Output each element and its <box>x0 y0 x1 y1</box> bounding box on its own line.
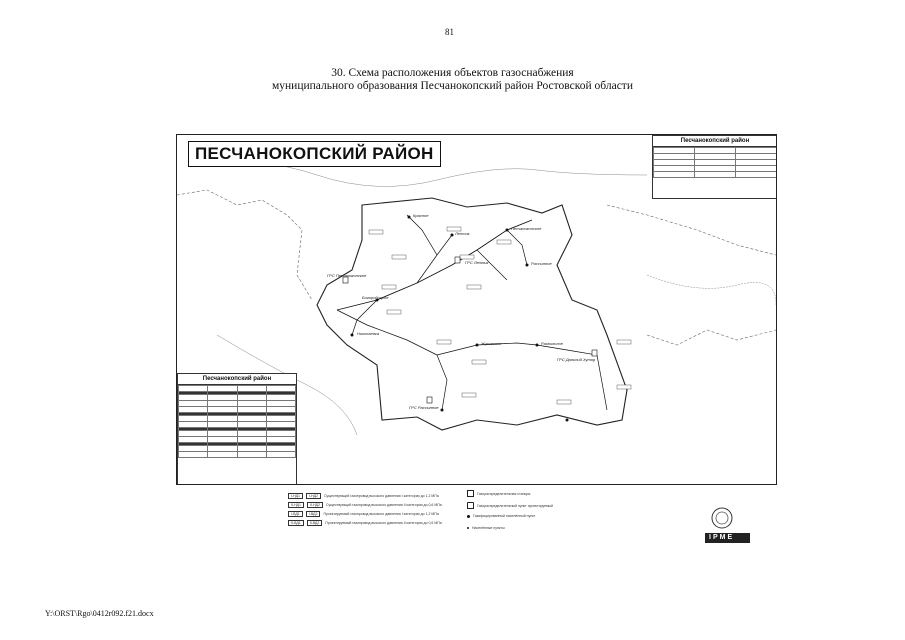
inset-left-table <box>178 385 296 458</box>
neighbor-boundary-2 <box>607 205 776 255</box>
legend-key: I-ВД1 <box>288 511 303 517</box>
footer-path: Y:\ORST\Rgo\0412r092.f21.docx <box>45 609 154 618</box>
symbol-legend <box>467 490 607 540</box>
inset-top-title: Песчанокопский район <box>653 136 777 147</box>
logo-text: IPME <box>709 534 735 541</box>
place-label: Песчанокопское <box>511 226 542 231</box>
legend-symbol-row <box>467 514 535 518</box>
legend-row <box>288 502 442 508</box>
place-label: Жуковское <box>481 341 502 346</box>
legend-text: Проектируемый газопровод высокого давления II категории до 0,6 МПа <box>325 521 442 525</box>
legend-text: Существующий газопровод высокого давления I категории до 1,2 МПа <box>323 494 439 498</box>
grs-label: ГРС Дальний Хутор <box>557 357 596 362</box>
gas-pipeline-5 <box>437 355 447 410</box>
legend-symbol-row <box>467 526 505 530</box>
pipeline-code-boxes <box>369 227 631 404</box>
grs-label: ГРС Рассыпное <box>409 405 439 410</box>
legend-row <box>288 511 439 517</box>
neighbor-boundary-3 <box>647 330 776 345</box>
legend-symbol-row <box>467 490 530 497</box>
legend-key: II-НД1 <box>288 502 304 508</box>
legend-key: I-НД1 <box>288 493 303 499</box>
neighbor-boundary <box>177 190 312 300</box>
dot-icon <box>467 515 470 518</box>
legend-key: II-ВД2 <box>307 520 323 526</box>
road-line-2 <box>647 275 776 305</box>
gas-pipeline-4 <box>477 250 507 280</box>
map-frame <box>176 134 777 485</box>
legend-text: Проектируемый газопровод высокого давления I категории до 1,2 МПа <box>323 512 439 516</box>
legend-symbol-text: Газифицированный населённый пункт <box>473 514 536 518</box>
inset-table-left <box>177 373 297 485</box>
gas-pipeline-10 <box>507 230 527 265</box>
house-icon <box>467 502 474 509</box>
gas-pipeline-2 <box>417 235 452 283</box>
inset-table-top <box>652 135 777 199</box>
legend-symbol-text: Газораспределительная станция <box>477 491 531 496</box>
page-number: 81 <box>445 27 454 37</box>
place-label: Летник <box>455 231 470 236</box>
place-label: Красное <box>413 213 429 218</box>
legend-text: Существующий газопровод высокого давления II категории до 0,6 МПа <box>325 503 442 507</box>
legend-key: II-НД2 <box>307 502 323 508</box>
grs-label: ГРС Летник <box>465 260 489 265</box>
legend-symbol-text: Газораспределительный пункт проектируемый <box>477 503 554 508</box>
settlement-dots <box>351 216 569 422</box>
logo <box>705 506 750 546</box>
legend-row <box>288 520 442 526</box>
legend-symbol-row <box>467 502 553 509</box>
page-heading <box>150 67 755 93</box>
legend-key: I-ВД2 <box>306 511 321 517</box>
legend-key: II-ВД1 <box>288 520 304 526</box>
legend-symbol-text: Населённые пункты <box>472 526 505 530</box>
inset-left-title: Песчанокопский район <box>178 374 296 385</box>
legend-row <box>288 493 439 499</box>
district-name-box: ПЕСЧАНОКОПСКИЙ РАЙОН <box>188 141 441 167</box>
inset-top-table <box>653 147 777 178</box>
gas-pipeline-9 <box>407 215 437 255</box>
square-icon <box>467 490 474 497</box>
place-label: Богородицкое <box>362 295 389 300</box>
place-label: Николаевка <box>357 331 380 336</box>
place-label: Развильное <box>541 341 563 346</box>
heading-line-2: муниципального образования Песчанокопский район Ростовской области <box>272 80 633 92</box>
heading-line-1: 30. Схема расположения объектов газоснабжения <box>331 67 574 79</box>
legend-key: I-НД2 <box>306 493 321 499</box>
grs-label: ГРС Песчанокопское <box>327 273 367 278</box>
small-dot-icon <box>467 527 469 529</box>
place-label: Рассыпное <box>531 261 552 266</box>
